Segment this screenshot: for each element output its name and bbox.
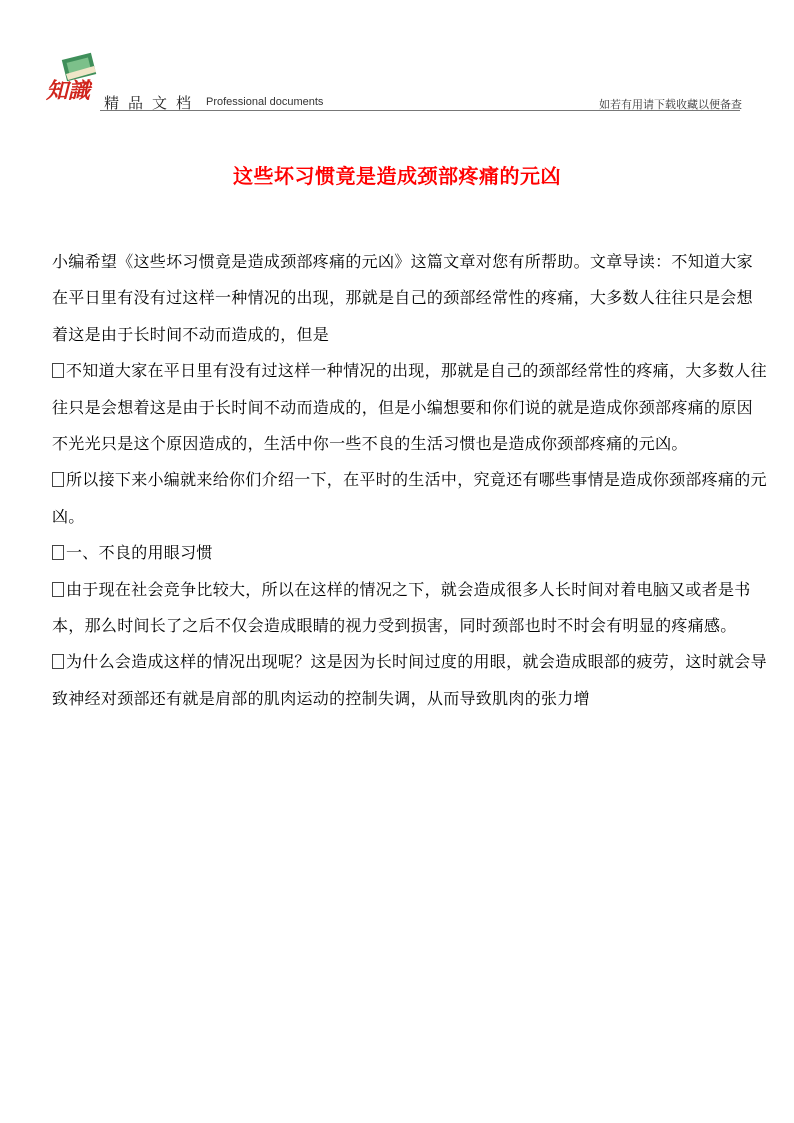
paragraph-text: 所以接下来小编就来给你们介绍一下，在平时的生活中，究竟还有哪些事情是造成你颈部疼痛的元凶。 [52, 470, 767, 526]
paragraph [52, 572, 768, 645]
paragraph-text: 不知道大家在平日里有没有过这样一种情况的出现，那就是自己的颈部经常性的疼痛，大多数人往往只是会想着这是由于长时间不动而造成的，但是小编想要和你们说的就是造成你颈部疼痛的原因不光光只是这个原因造成的，生活中你一些不良的生活习惯也是造成你颈部疼痛的元凶。 [52, 361, 767, 454]
placeholder-box-icon [52, 582, 64, 597]
document-title: 这些坏习惯竟是造成颈部疼痛的元凶 [233, 164, 561, 188]
paragraph-text: 由于现在社会竞争比较大，所以在这样的情况之下，就会造成很多人长时间对着电脑又或者是书本，那么时间长了之后不仅会造成眼睛的视力受到损害，同时颈部也时不时会有明显的疼痛感。 [52, 579, 751, 636]
article-body [52, 244, 768, 717]
section-heading [52, 535, 768, 571]
brand-english: Professional documents [206, 96, 324, 108]
placeholder-box-icon [52, 654, 64, 669]
placeholder-box-icon [52, 363, 64, 378]
paragraph [52, 353, 768, 462]
paragraph-text: 一、不良的用眼习惯 [66, 543, 213, 563]
paragraph [52, 644, 768, 717]
paragraph [52, 462, 768, 535]
placeholder-box-icon [52, 545, 64, 560]
book-logo-icon [44, 52, 102, 104]
brand-chinese: 精品文档 [104, 94, 201, 112]
logo-text: 知識 [46, 78, 91, 104]
paragraph [52, 244, 768, 353]
header-note: 如若有用请下载收藏以便备查 [599, 98, 742, 111]
paragraph-text: 为什么会造成这样的情况出现呢？这是因为长时间过度的用眼，就会造成眼部的疲劳，这时就会导致神经对颈部还有就是肩部的肌肉运动的控制失调，从而导致肌肉的张力增 [52, 652, 767, 708]
page-header [0, 0, 794, 120]
placeholder-box-icon [52, 472, 64, 487]
paragraph-text: 小编希望《这些坏习惯竟是造成颈部疼痛的元凶》这篇文章对您有所帮助。文章导读：不知道大家在平日里有没有过这样一种情况的出现，那就是自己的颈部经常性的疼痛，大多数人往往只是会想着这是由于长时间不动而造成的，但是 [52, 252, 753, 344]
header-divider [100, 110, 740, 111]
